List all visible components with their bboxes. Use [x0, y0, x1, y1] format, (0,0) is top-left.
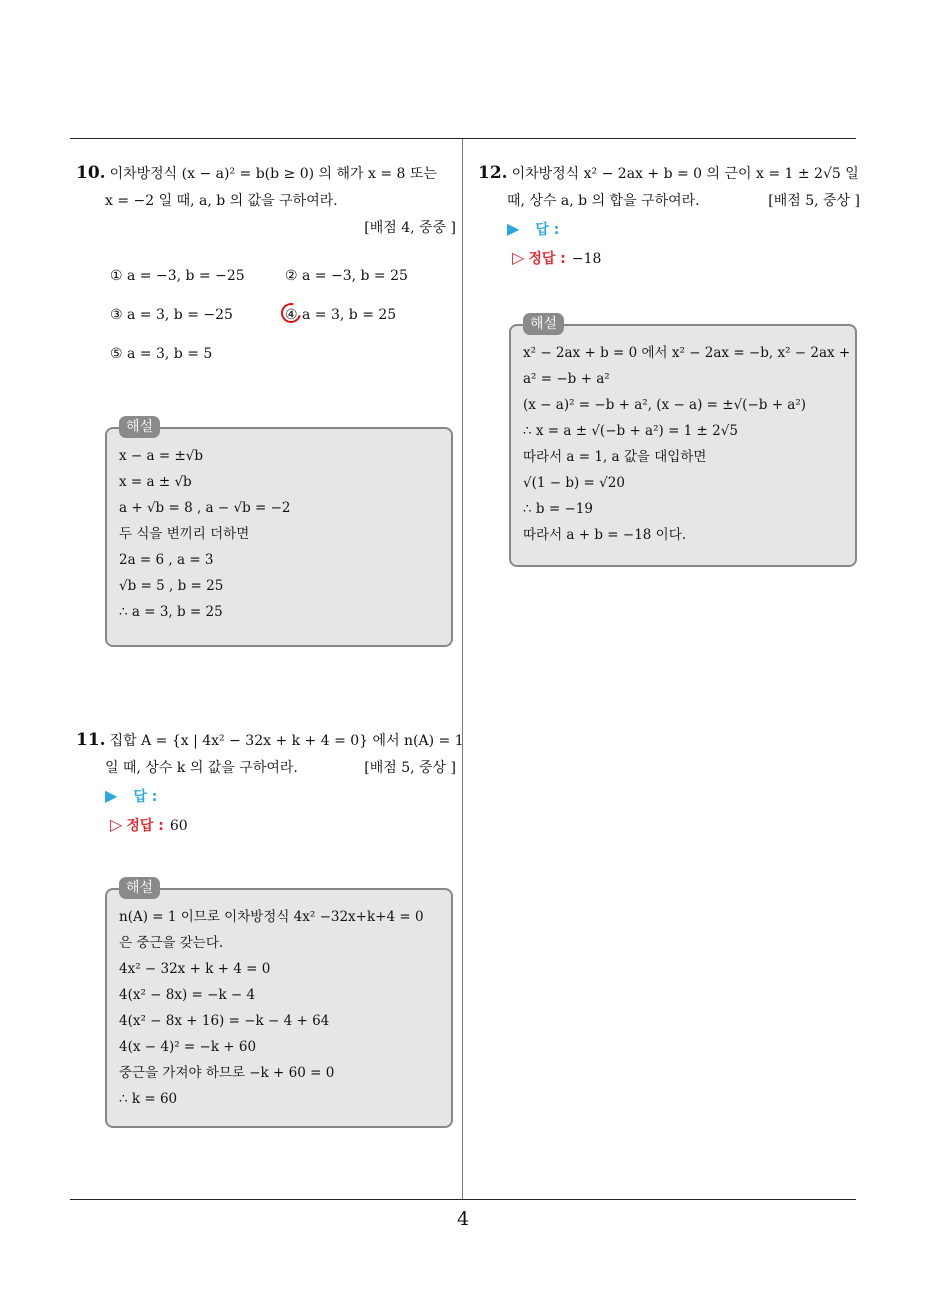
- question-10: [76, 160, 456, 242]
- page-number: 4: [456, 1208, 470, 1230]
- choice-4-label: ④ a = 3, b = 25: [285, 307, 397, 323]
- question-text-line2: x = −2 일 때, a, b 의 값을 구하여라.: [105, 193, 338, 209]
- choices-q10: [110, 268, 450, 378]
- solution-line: 두 식을 변끼리 더하면: [119, 526, 250, 542]
- question-text-line1: 이차방정식 (x − a)² = b(b ≥ 0) 의 해가 x = 8 또는: [109, 166, 437, 182]
- choice-2[interactable]: ② a = −3, b = 25: [285, 268, 408, 284]
- question-number: 12.: [478, 163, 508, 183]
- play-triangle-icon: ▶: [105, 786, 118, 805]
- score-label: [배점 5, 중상 ]: [768, 193, 860, 209]
- correct-label: 정답 :: [528, 251, 566, 267]
- answer-input-row[interactable]: [76, 782, 456, 811]
- solution-line: 4(x² − 8x) = −k − 4: [119, 987, 256, 1003]
- solution-line: 중근을 가져야 하므로 −k + 60 = 0: [119, 1065, 335, 1081]
- solution-line: ∴ k = 60: [119, 1091, 178, 1107]
- correct-answer-row: [478, 244, 860, 273]
- question-text-line2: 일 때, 상수 k 의 값을 구하여라.: [105, 760, 298, 776]
- score-label: [배점 4, 중중 ]: [364, 220, 456, 236]
- choice-4[interactable]: [285, 307, 396, 323]
- answer-input-row[interactable]: [478, 215, 860, 244]
- question-11: [76, 727, 464, 840]
- bottom-rule: [70, 1199, 856, 1200]
- answer-label: 답 :: [535, 222, 560, 238]
- solution-tag: 해설: [119, 416, 160, 438]
- solution-line: 4(x − 4)² = −k + 60: [119, 1039, 257, 1055]
- solution-line: x = a ± √b: [119, 474, 192, 490]
- solution-line: x − a = ±√b: [119, 448, 204, 464]
- solution-line: ∴ a = 3, b = 25: [119, 604, 223, 620]
- score-label: [배점 5, 중상 ]: [364, 760, 456, 776]
- outline-triangle-icon: ▷: [110, 815, 123, 834]
- correct-answer-row: [76, 811, 456, 840]
- choice-5[interactable]: ⑤ a = 3, b = 5: [110, 346, 213, 362]
- question-text-line1: 이차방정식 x² − 2ax + b = 0 의 근이 x = 1 ± 2√5 일: [511, 166, 859, 182]
- solution-line: 4x² − 32x + k + 4 = 0: [119, 961, 271, 977]
- correct-label: 정답 :: [126, 818, 164, 834]
- solution-line: n(A) = 1 이므로 이차방정식 4x² −32x+k+4 = 0: [119, 909, 424, 925]
- answer-label: 답 :: [133, 789, 158, 805]
- play-triangle-icon: ▶: [507, 219, 520, 238]
- solution-line: 따라서 a = 1, a 값을 대입하면: [523, 449, 707, 465]
- choice-1[interactable]: ① a = −3, b = −25: [110, 268, 245, 284]
- outline-triangle-icon: ▷: [512, 248, 525, 267]
- solution-line: ∴ b = −19: [523, 501, 593, 517]
- question-number: 11.: [76, 730, 106, 750]
- correct-value: 60: [169, 818, 188, 834]
- solution-line: 4(x² − 8x + 16) = −k − 4 + 64: [119, 1013, 330, 1029]
- solution-line: x² − 2ax + b = 0 에서 x² − 2ax = −b, x² − 2ax +: [523, 345, 851, 361]
- solution-line: 따라서 a + b = −18 이다.: [523, 527, 687, 543]
- solution-box-q12: [509, 316, 857, 567]
- solution-line: ∴ x = a ± √(−b + a²) = 1 ± 2√5: [523, 423, 738, 439]
- column-divider: [462, 139, 463, 1200]
- solution-line: a + √b = 8 , a − √b = −2: [119, 500, 291, 516]
- solution-line: 2a = 6 , a = 3: [119, 552, 214, 568]
- solution-tag: 해설: [523, 313, 564, 335]
- solution-line: (x − a)² = −b + a², (x − a) = ±√(−b + a²): [523, 397, 807, 413]
- solution-box-q11: [105, 880, 453, 1128]
- question-number: 10.: [76, 163, 106, 183]
- solution-line: √(1 − b) = √20: [523, 475, 625, 491]
- choice-3[interactable]: ③ a = 3, b = −25: [110, 307, 233, 323]
- question-12: [478, 160, 860, 273]
- top-rule: [70, 138, 856, 139]
- solution-tag: 해설: [119, 877, 160, 899]
- correct-value: −18: [571, 251, 602, 267]
- solution-line: a² = −b + a²: [523, 371, 610, 387]
- question-text-line1: 집합 A = {x | 4x² − 32x + k + 4 = 0} 에서 n(A) = 1: [109, 733, 464, 749]
- solution-line: √b = 5 , b = 25: [119, 578, 224, 594]
- question-text-line2: 때, 상수 a, b 의 합을 구하여라.: [507, 193, 700, 209]
- solution-line: 은 중근을 갖는다.: [119, 935, 224, 951]
- solution-box-q10: [105, 419, 453, 647]
